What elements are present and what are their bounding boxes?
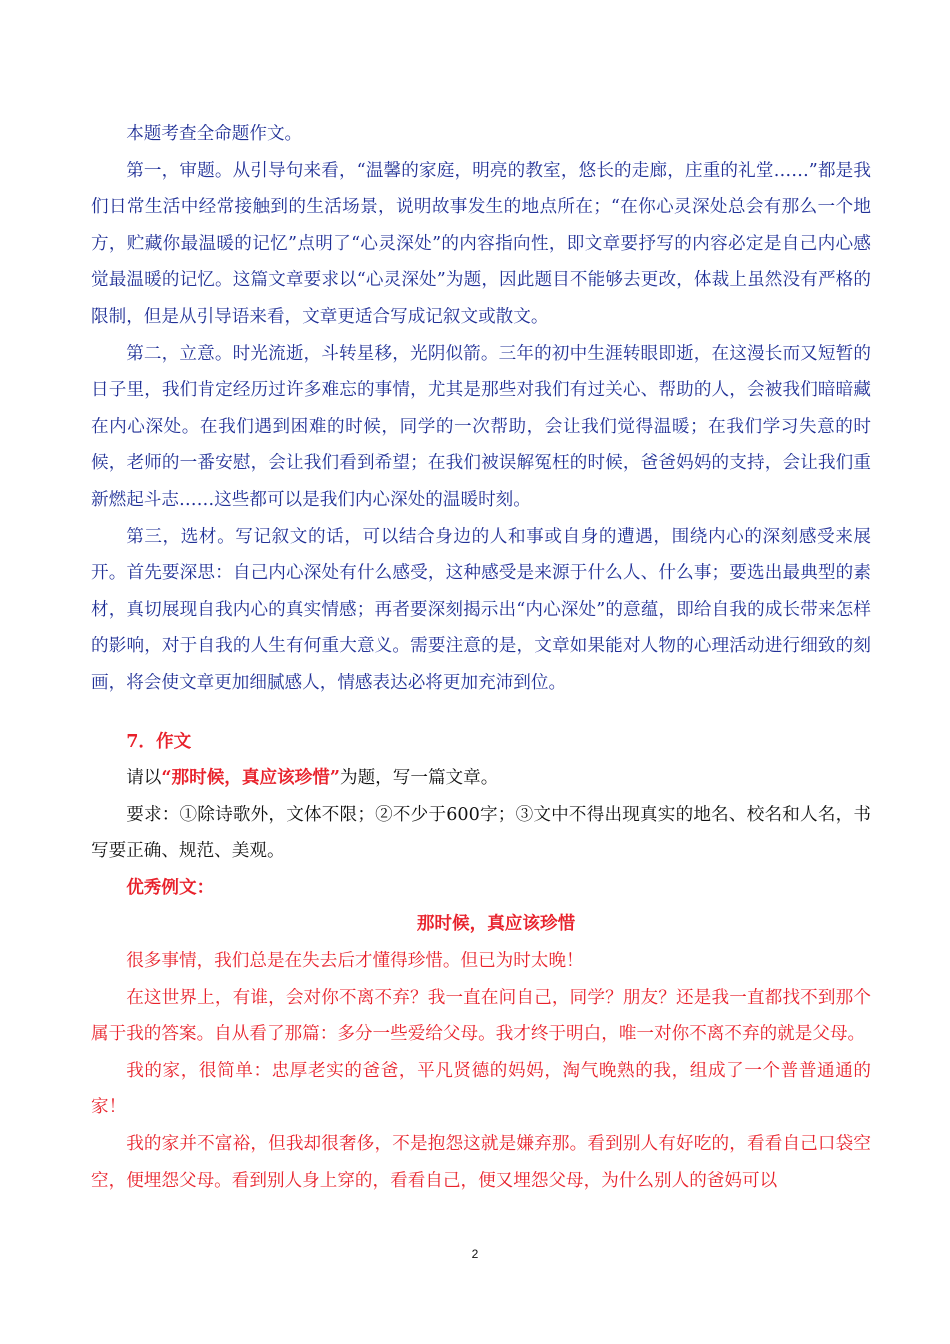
section-gap xyxy=(91,702,871,724)
prompt-title: “那时候，真应该珍惜” xyxy=(161,767,340,789)
page-number: 2 xyxy=(471,1247,479,1261)
question-heading: 7．作文 xyxy=(126,730,192,752)
analysis-paragraph-3: 第三，选材。写记叙文的话，可以结合身边的人和事或自身的遭遇，围绕内心的深刻感受来展开。首先要深思：自己内心深处有什么感受，这种感受是来源于什么人、什么事；要选出最典型的素材，真切展现自我内心的真实情感；再者要深刻揭示出“内心深处”的意蕴，即给自我的成长带来怎样的影响，对于自我的人生有何重大意义。需要注意的是，文章如果能对人物的心理活动进行细致的刻画，将会使文章更加细腻感人，情感表达必将更加充沛到位。 xyxy=(91,526,871,693)
analysis-paragraph-2: 第二，立意。时光流逝，斗转星移，光阴似箭。三年的初中生涯转眼即逝，在这漫长而又短暂的日子里，我们肯定经历过许多难忘的事情，尤其是那些对我们有过关心、帮助的人，会被我们暗暗藏在内心深处。在我们遇到困难的时候，同学的一次帮助，会让我们觉得温暖；在我们学习失意的时候，老师的一番安慰，会让我们看到希望；在我们被误解冤枉的时候，爸爸妈妈的支持，会让我们重新燃起斗志……这些都可以是我们内心深处的温暖时刻。 xyxy=(91,343,871,510)
sample-essay-label: 优秀例文： xyxy=(126,876,215,898)
essay-paragraph: 在这世界上，有谁，会对你不离不弃？我一直在问自己，同学？朋友？还是我一直都找不到那个属于我的答案。自从看了那篇：多分一些爱给父母。我才终于明白，唯一对你不离不弃的就是父母。 xyxy=(91,987,871,1045)
essay-paragraph: 我的家，很简单：忠厚老实的爸爸，平凡贤德的妈妈，淘气晚熟的我，组成了一个普普通通的家！ xyxy=(91,1060,871,1118)
prompt-prefix: 请以 xyxy=(126,768,162,789)
page-content xyxy=(91,116,871,1199)
essay-paragraph: 我的家并不富裕，但我却很奢侈，不是抱怨这就是嫌弃那。看到别人有好吃的，看看自己口袋空空，便埋怨父母。看到别人身上穿的，看看自己，便又埋怨父母，为什么别人的爸妈可以 xyxy=(91,1134,871,1191)
prompt-suffix: 为题，写一篇文章。 xyxy=(339,768,499,789)
essay-title: 那时候，真应该珍惜 xyxy=(416,913,576,935)
analysis-intro: 本题考查全命题作文。 xyxy=(126,124,303,144)
essay-paragraph: 很多事情，我们总是在失去后才懂得珍惜。但已为时太晚！ xyxy=(126,951,584,972)
analysis-paragraph-1: 第一，审题。从引导句来看，“温馨的家庭，明亮的教室，悠长的走廊，庄重的礼堂……”都是我们日常生活中经常接触到的生活场景，说明故事发生的地点所在；“在你心灵深处总会有那么一个地方，贮藏你最温暖的记忆”点明了“心灵深处”的内容指向性，即文章要抒写的内容必定是自己内心感觉最温暖的记忆。这篇文章要求以“心灵深处”为题，因此题目不能够去更改，体裁上虽然没有严格的限制，但是从引导语来看，文章更适合写成记叙文或散文。 xyxy=(91,160,871,327)
question-requirements: 要求：①除诗歌外，文体不限；②不少于600字；③文中不得出现真实的地名、校名和人名，书写要正确、规范、美观。 xyxy=(91,804,871,862)
question-prompt xyxy=(91,760,871,797)
